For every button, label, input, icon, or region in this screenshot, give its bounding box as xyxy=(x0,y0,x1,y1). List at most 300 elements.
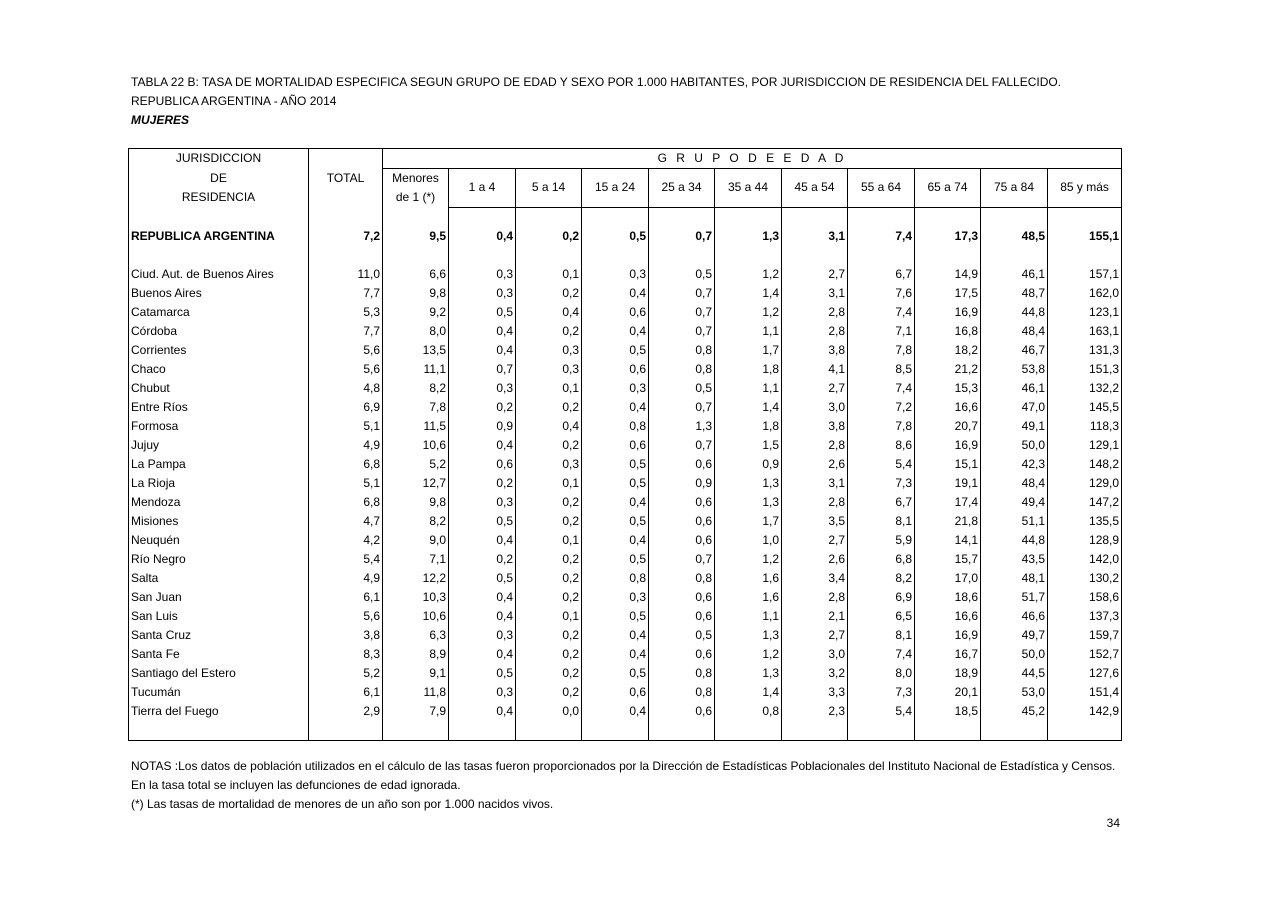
rate-cell: 0,8 xyxy=(649,683,715,702)
header-age-65-74: 65 a 74 xyxy=(915,169,981,208)
rate-cell: 0,2 xyxy=(516,683,582,702)
rate-cell: 1,2 xyxy=(715,303,782,322)
rate-cell: 0,8 xyxy=(582,569,649,588)
table-row xyxy=(129,683,1122,702)
rate-cell: 1,7 xyxy=(715,341,782,360)
rate-cell: 0,5 xyxy=(649,379,715,398)
rate-cell: 48,5 xyxy=(981,227,1048,246)
rate-cell: 45,2 xyxy=(981,702,1048,721)
rate-cell: 0,4 xyxy=(582,398,649,417)
rate-cell: 5,4 xyxy=(848,455,915,474)
table-row xyxy=(129,626,1122,645)
jurisdiction-name: Chaco xyxy=(129,360,309,379)
jurisdiction-name: Córdoba xyxy=(129,322,309,341)
header-jurisdiccion-2: DE xyxy=(129,169,309,189)
header-menores-2: de 1 (*) xyxy=(383,188,449,207)
rate-cell: 1,3 xyxy=(715,664,782,683)
rate-cell: 5,2 xyxy=(309,664,383,683)
rate-cell: 50,0 xyxy=(981,436,1048,455)
jurisdiction-name: Salta xyxy=(129,569,309,588)
rate-cell: 0,2 xyxy=(516,322,582,341)
rate-cell: 1,4 xyxy=(715,398,782,417)
rate-cell: 0,4 xyxy=(582,531,649,550)
rate-cell: 12,2 xyxy=(383,569,449,588)
spacer-row xyxy=(129,721,1122,741)
rate-cell: 5,3 xyxy=(309,303,383,322)
rate-cell: 0,4 xyxy=(449,531,516,550)
rate-cell: 47,0 xyxy=(981,398,1048,417)
rate-cell: 16,6 xyxy=(915,398,981,417)
rate-cell: 7,8 xyxy=(848,341,915,360)
rate-cell: 0,7 xyxy=(649,550,715,569)
rate-cell: 0,1 xyxy=(516,379,582,398)
rate-cell: 118,3 xyxy=(1048,417,1122,436)
rate-cell: 1,3 xyxy=(715,227,782,246)
rate-cell: 0,5 xyxy=(649,626,715,645)
table-row xyxy=(129,265,1122,284)
rate-cell: 123,1 xyxy=(1048,303,1122,322)
table-row xyxy=(129,360,1122,379)
page-number: 34 xyxy=(1106,816,1120,830)
rate-cell: 0,5 xyxy=(582,474,649,493)
rate-cell: 0,4 xyxy=(582,284,649,303)
rate-cell: 8,6 xyxy=(848,436,915,455)
rate-cell: 1,3 xyxy=(715,474,782,493)
rate-cell: 7,8 xyxy=(383,398,449,417)
table-row xyxy=(129,474,1122,493)
table-row xyxy=(129,436,1122,455)
rate-cell: 2,8 xyxy=(782,303,848,322)
rate-cell: 3,3 xyxy=(782,683,848,702)
jurisdiction-name: Misiones xyxy=(129,512,309,531)
rate-cell: 8,2 xyxy=(848,569,915,588)
rate-cell: 0,8 xyxy=(649,360,715,379)
rate-cell: 46,1 xyxy=(981,265,1048,284)
rate-cell: 129,1 xyxy=(1048,436,1122,455)
rate-cell: 7,4 xyxy=(848,303,915,322)
jurisdiction-name: San Luis xyxy=(129,607,309,626)
rate-cell: 7,8 xyxy=(848,417,915,436)
rate-cell: 48,1 xyxy=(981,569,1048,588)
rate-cell: 3,5 xyxy=(782,512,848,531)
rate-cell: 10,3 xyxy=(383,588,449,607)
rate-cell: 0,1 xyxy=(516,607,582,626)
header-age-75-84: 75 a 84 xyxy=(981,169,1048,208)
rate-cell: 7,4 xyxy=(848,227,915,246)
rate-cell: 0,5 xyxy=(649,265,715,284)
rate-cell: 5,1 xyxy=(309,417,383,436)
header-age-25-34: 25 a 34 xyxy=(649,169,715,208)
jurisdiction-name: Buenos Aires xyxy=(129,284,309,303)
rate-cell: 0,4 xyxy=(582,322,649,341)
rate-cell: 0,3 xyxy=(449,683,516,702)
rate-cell: 7,3 xyxy=(848,683,915,702)
rate-cell: 48,4 xyxy=(981,474,1048,493)
rate-cell: 148,2 xyxy=(1048,455,1122,474)
header-total-spacer-2 xyxy=(309,188,383,207)
jurisdiction-name: Tierra del Fuego xyxy=(129,702,309,721)
rate-cell: 9,8 xyxy=(383,284,449,303)
rate-cell: 14,1 xyxy=(915,531,981,550)
rate-cell: 1,1 xyxy=(715,607,782,626)
table-row xyxy=(129,645,1122,664)
rate-cell: 1,5 xyxy=(715,436,782,455)
rate-cell: 8,1 xyxy=(848,626,915,645)
rate-cell: 0,3 xyxy=(449,265,516,284)
rate-cell: 0,5 xyxy=(582,455,649,474)
rate-cell: 16,7 xyxy=(915,645,981,664)
table-row xyxy=(129,322,1122,341)
rate-cell: 0,7 xyxy=(449,360,516,379)
rate-cell: 16,9 xyxy=(915,303,981,322)
rate-cell: 1,4 xyxy=(715,284,782,303)
rate-cell: 2,7 xyxy=(782,531,848,550)
rate-cell: 2,1 xyxy=(782,607,848,626)
jurisdiction-name: La Pampa xyxy=(129,455,309,474)
rate-cell: 0,8 xyxy=(649,341,715,360)
rate-cell: 0,2 xyxy=(449,550,516,569)
rate-cell: 6,9 xyxy=(848,588,915,607)
rate-cell: 2,9 xyxy=(309,702,383,721)
rate-cell: 0,6 xyxy=(649,588,715,607)
header-grupo-de-edad: G R U P O D E E D A D xyxy=(383,149,1122,169)
rate-cell: 127,6 xyxy=(1048,664,1122,683)
rate-cell: 17,5 xyxy=(915,284,981,303)
rate-cell: 8,5 xyxy=(848,360,915,379)
rate-cell: 130,2 xyxy=(1048,569,1122,588)
rate-cell: 5,1 xyxy=(309,474,383,493)
rate-cell: 6,9 xyxy=(309,398,383,417)
rate-cell: 18,2 xyxy=(915,341,981,360)
rate-cell: 9,0 xyxy=(383,531,449,550)
rate-cell: 3,1 xyxy=(782,227,848,246)
rate-cell: 0,2 xyxy=(449,398,516,417)
rate-cell: 0,7 xyxy=(649,322,715,341)
rate-cell: 4,8 xyxy=(309,379,383,398)
rate-cell: 0,2 xyxy=(516,645,582,664)
rate-cell: 131,3 xyxy=(1048,341,1122,360)
rate-cell: 0,5 xyxy=(582,607,649,626)
table-row xyxy=(129,398,1122,417)
jurisdiction-name: Neuquén xyxy=(129,531,309,550)
table-row xyxy=(129,379,1122,398)
rate-cell: 17,4 xyxy=(915,493,981,512)
rate-cell: 0,3 xyxy=(582,379,649,398)
rate-cell: 18,5 xyxy=(915,702,981,721)
rate-cell: 0,2 xyxy=(516,569,582,588)
table-row xyxy=(129,664,1122,683)
rate-cell: 15,1 xyxy=(915,455,981,474)
jurisdiction-name: Mendoza xyxy=(129,493,309,512)
rate-cell: 0,4 xyxy=(582,702,649,721)
rate-cell: 0,2 xyxy=(516,626,582,645)
rate-cell: 0,7 xyxy=(649,436,715,455)
rate-cell: 0,1 xyxy=(516,474,582,493)
rate-cell: 0,4 xyxy=(449,588,516,607)
rate-cell: 0,2 xyxy=(516,512,582,531)
rate-cell: 6,7 xyxy=(848,493,915,512)
header-age-1-4: 1 a 4 xyxy=(449,169,516,208)
rate-cell: 0,7 xyxy=(649,398,715,417)
rate-cell: 46,6 xyxy=(981,607,1048,626)
rate-cell: 0,4 xyxy=(582,645,649,664)
rate-cell: 48,4 xyxy=(981,322,1048,341)
jurisdiction-name: Río Negro xyxy=(129,550,309,569)
rate-cell: 0,6 xyxy=(449,455,516,474)
rate-cell: 0,7 xyxy=(649,227,715,246)
rate-cell: 0,9 xyxy=(449,417,516,436)
jurisdiction-name: Chubut xyxy=(129,379,309,398)
rate-cell: 1,0 xyxy=(715,531,782,550)
rate-cell: 2,8 xyxy=(782,322,848,341)
rate-cell: 21,2 xyxy=(915,360,981,379)
rate-cell: 158,6 xyxy=(1048,588,1122,607)
rate-cell: 7,1 xyxy=(383,550,449,569)
jurisdiction-name: REPUBLICA ARGENTINA xyxy=(129,227,309,246)
rate-cell: 19,1 xyxy=(915,474,981,493)
rate-cell: 162,0 xyxy=(1048,284,1122,303)
rate-cell: 0,3 xyxy=(449,284,516,303)
rate-cell: 3,8 xyxy=(782,341,848,360)
rate-cell: 0,4 xyxy=(516,417,582,436)
rate-cell: 5,6 xyxy=(309,360,383,379)
header-age-55-64: 55 a 64 xyxy=(848,169,915,208)
jurisdiction-name: Jujuy xyxy=(129,436,309,455)
rate-cell: 17,0 xyxy=(915,569,981,588)
rate-cell: 0,8 xyxy=(649,664,715,683)
header-age-5-14: 5 a 14 xyxy=(516,169,582,208)
rate-cell: 2,8 xyxy=(782,588,848,607)
rate-cell: 5,6 xyxy=(309,341,383,360)
jurisdiction-name: Formosa xyxy=(129,417,309,436)
table-row xyxy=(129,341,1122,360)
rate-cell: 0,2 xyxy=(516,284,582,303)
rate-cell: 0,3 xyxy=(516,455,582,474)
rate-cell: 1,6 xyxy=(715,569,782,588)
rate-cell: 151,3 xyxy=(1048,360,1122,379)
rate-cell: 8,0 xyxy=(383,322,449,341)
rate-cell: 0,6 xyxy=(649,645,715,664)
table-row xyxy=(129,512,1122,531)
rate-cell: 0,2 xyxy=(516,588,582,607)
rate-cell: 142,9 xyxy=(1048,702,1122,721)
rate-cell: 17,3 xyxy=(915,227,981,246)
rate-cell: 0,4 xyxy=(449,227,516,246)
rate-cell: 6,8 xyxy=(309,455,383,474)
rate-cell: 0,3 xyxy=(449,493,516,512)
rate-cell: 0,3 xyxy=(449,626,516,645)
rate-cell: 50,0 xyxy=(981,645,1048,664)
table-row xyxy=(129,588,1122,607)
table-row xyxy=(129,284,1122,303)
rate-cell: 51,7 xyxy=(981,588,1048,607)
header-jurisdiccion-1: JURISDICCION xyxy=(129,149,309,169)
rate-cell: 20,7 xyxy=(915,417,981,436)
table-row xyxy=(129,531,1122,550)
rate-cell: 0,6 xyxy=(649,607,715,626)
rate-cell: 0,8 xyxy=(649,569,715,588)
table-row xyxy=(129,493,1122,512)
rate-cell: 49,4 xyxy=(981,493,1048,512)
rate-cell: 3,8 xyxy=(309,626,383,645)
rate-cell: 15,3 xyxy=(915,379,981,398)
rate-cell: 3,0 xyxy=(782,398,848,417)
rate-cell: 6,5 xyxy=(848,607,915,626)
table-title-country-year: REPUBLICA ARGENTINA - AÑO 2014 xyxy=(131,94,337,108)
rate-cell: 6,8 xyxy=(309,493,383,512)
rate-cell: 0,5 xyxy=(582,550,649,569)
table-row xyxy=(129,607,1122,626)
rate-cell: 4,2 xyxy=(309,531,383,550)
rate-cell: 1,1 xyxy=(715,379,782,398)
rate-cell: 159,7 xyxy=(1048,626,1122,645)
national-row xyxy=(129,227,1122,246)
rate-cell: 1,2 xyxy=(715,645,782,664)
rate-cell: 0,4 xyxy=(449,322,516,341)
rate-cell: 43,5 xyxy=(981,550,1048,569)
rate-cell: 11,0 xyxy=(309,265,383,284)
rate-cell: 12,7 xyxy=(383,474,449,493)
rate-cell: 1,8 xyxy=(715,417,782,436)
rate-cell: 0,5 xyxy=(582,341,649,360)
rate-cell: 0,6 xyxy=(582,303,649,322)
rate-cell: 0,5 xyxy=(582,227,649,246)
rate-cell: 5,2 xyxy=(383,455,449,474)
spacer-row xyxy=(129,246,1122,265)
rate-cell: 16,9 xyxy=(915,436,981,455)
note-infant-rate: (*) Las tasas de mortalidad de menores de un año son por 1.000 nacidos vivos. xyxy=(131,797,554,811)
rate-cell: 0,4 xyxy=(516,303,582,322)
rate-cell: 53,0 xyxy=(981,683,1048,702)
rate-cell: 2,6 xyxy=(782,455,848,474)
rate-cell: 0,6 xyxy=(582,360,649,379)
rate-cell: 7,9 xyxy=(383,702,449,721)
rate-cell: 0,4 xyxy=(449,341,516,360)
mortality-table xyxy=(128,148,1122,741)
rate-cell: 0,5 xyxy=(449,569,516,588)
rate-cell: 0,4 xyxy=(449,645,516,664)
rate-cell: 2,3 xyxy=(782,702,848,721)
rate-cell: 18,6 xyxy=(915,588,981,607)
rate-cell: 0,5 xyxy=(582,512,649,531)
rate-cell: 4,7 xyxy=(309,512,383,531)
rate-cell: 1,1 xyxy=(715,322,782,341)
rate-cell: 9,5 xyxy=(383,227,449,246)
rate-cell: 0,5 xyxy=(449,664,516,683)
jurisdiction-name: Catamarca xyxy=(129,303,309,322)
jurisdiction-name: La Rioja xyxy=(129,474,309,493)
rate-cell: 1,2 xyxy=(715,265,782,284)
rate-cell: 3,0 xyxy=(782,645,848,664)
jurisdiction-name: Santa Cruz xyxy=(129,626,309,645)
rate-cell: 0,5 xyxy=(449,303,516,322)
rate-cell: 10,6 xyxy=(383,436,449,455)
rate-cell: 44,5 xyxy=(981,664,1048,683)
rate-cell: 48,7 xyxy=(981,284,1048,303)
rate-cell: 6,1 xyxy=(309,588,383,607)
rate-cell: 0,3 xyxy=(582,265,649,284)
rate-cell: 18,9 xyxy=(915,664,981,683)
rate-cell: 0,4 xyxy=(449,702,516,721)
rate-cell: 0,8 xyxy=(715,702,782,721)
rate-cell: 1,2 xyxy=(715,550,782,569)
header-age-35-44: 35 a 44 xyxy=(715,169,782,208)
rate-cell: 8,2 xyxy=(383,512,449,531)
rate-cell: 1,8 xyxy=(715,360,782,379)
rate-cell: 0,6 xyxy=(582,683,649,702)
rate-cell: 0,1 xyxy=(516,531,582,550)
rate-cell: 5,9 xyxy=(848,531,915,550)
rate-cell: 0,6 xyxy=(649,702,715,721)
rate-cell: 2,8 xyxy=(782,493,848,512)
rate-cell: 0,2 xyxy=(516,664,582,683)
rate-cell: 0,2 xyxy=(516,398,582,417)
header-total: TOTAL xyxy=(309,169,383,189)
rate-cell: 1,4 xyxy=(715,683,782,702)
rate-cell: 15,7 xyxy=(915,550,981,569)
rate-cell: 0,6 xyxy=(649,455,715,474)
rate-cell: 0,3 xyxy=(516,360,582,379)
rate-cell: 2,7 xyxy=(782,379,848,398)
rate-cell: 2,8 xyxy=(782,436,848,455)
jurisdiction-name: Santiago del Estero xyxy=(129,664,309,683)
rate-cell: 2,6 xyxy=(782,550,848,569)
rate-cell: 152,7 xyxy=(1048,645,1122,664)
rate-cell: 3,8 xyxy=(782,417,848,436)
rate-cell: 0,5 xyxy=(449,512,516,531)
rate-cell: 16,9 xyxy=(915,626,981,645)
rate-cell: 1,3 xyxy=(715,493,782,512)
rate-cell: 16,6 xyxy=(915,607,981,626)
rate-cell: 49,1 xyxy=(981,417,1048,436)
rate-cell: 0,4 xyxy=(449,607,516,626)
rate-cell: 0,6 xyxy=(582,436,649,455)
rate-cell: 20,1 xyxy=(915,683,981,702)
rate-cell: 1,3 xyxy=(649,417,715,436)
rate-cell: 129,0 xyxy=(1048,474,1122,493)
table-row xyxy=(129,569,1122,588)
table-title: TABLA 22 B: TASA DE MORTALIDAD ESPECIFICA SEGUN GRUPO DE EDAD Y SEXO POR 1.000 HABITANTES, POR JURISDICCION DE RESIDENCIA DEL FALLECIDO. xyxy=(131,75,1062,89)
rate-cell: 128,9 xyxy=(1048,531,1122,550)
jurisdiction-name: Tucumán xyxy=(129,683,309,702)
rate-cell: 0,3 xyxy=(516,341,582,360)
rate-cell: 0,4 xyxy=(582,493,649,512)
rate-cell: 7,7 xyxy=(309,284,383,303)
rate-cell: 6,6 xyxy=(383,265,449,284)
rate-cell: 7,2 xyxy=(309,227,383,246)
rate-cell: 0,2 xyxy=(516,436,582,455)
rate-cell: 51,1 xyxy=(981,512,1048,531)
rate-cell: 1,3 xyxy=(715,626,782,645)
jurisdiction-name: Santa Fe xyxy=(129,645,309,664)
rate-cell: 7,2 xyxy=(848,398,915,417)
header-menores-1: Menores xyxy=(383,169,449,189)
rate-cell: 7,7 xyxy=(309,322,383,341)
rate-cell: 5,4 xyxy=(309,550,383,569)
rate-cell: 4,9 xyxy=(309,569,383,588)
rate-cell: 0,6 xyxy=(649,493,715,512)
rate-cell: 8,3 xyxy=(309,645,383,664)
rate-cell: 42,3 xyxy=(981,455,1048,474)
rate-cell: 9,1 xyxy=(383,664,449,683)
header-age-15-24: 15 a 24 xyxy=(582,169,649,208)
rate-cell: 4,9 xyxy=(309,436,383,455)
rate-cell: 0,1 xyxy=(516,265,582,284)
rate-cell: 9,2 xyxy=(383,303,449,322)
rate-cell: 8,9 xyxy=(383,645,449,664)
rate-cell: 0,6 xyxy=(649,531,715,550)
table-row xyxy=(129,417,1122,436)
